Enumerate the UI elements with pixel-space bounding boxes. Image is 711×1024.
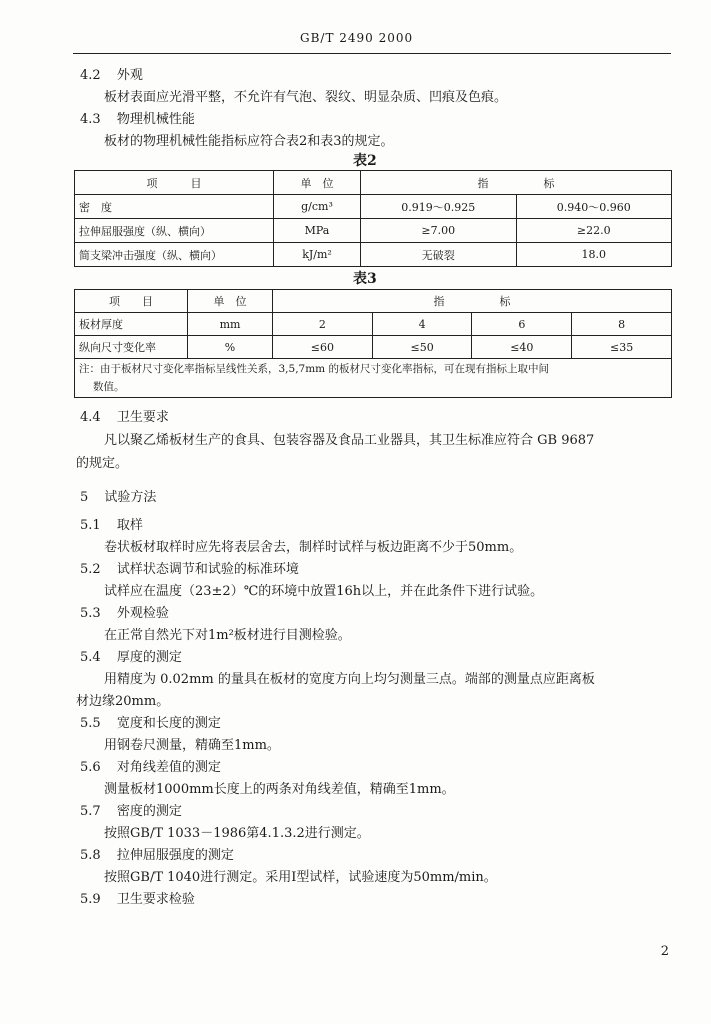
- table-cell: MPa: [274, 219, 361, 243]
- section-4-2-text: 板材表面应光滑平整，不允许有气泡、裂纹、明显杂质、凹痕及色痕。: [104, 90, 508, 105]
- table-2-caption: 表2: [353, 153, 377, 169]
- table-3: [74, 289, 672, 398]
- section-number: 5.1: [80, 518, 101, 533]
- table-cell: ≤40: [472, 336, 572, 359]
- section-4-4-heading: [80, 406, 169, 425]
- section-title: 外观: [116, 68, 143, 83]
- table-row: [75, 219, 672, 243]
- table-header-cell: 指 标: [361, 171, 672, 195]
- section-number: 5.2: [80, 562, 101, 577]
- section-number: 4.4: [80, 410, 101, 425]
- table-cell: g/cm³: [274, 195, 361, 219]
- section-5-1-heading: [80, 514, 143, 533]
- section-title: 试验方法: [104, 490, 157, 505]
- header-rule: [73, 53, 671, 54]
- table-header-cell: 单 位: [274, 171, 361, 195]
- section-5-9-heading: [80, 888, 195, 907]
- table-note-line: 注：由于板材尺寸变化率指标呈线性关系，3,5,7mm 的板材尺寸变化率指标，可在现有指标上取中间: [79, 363, 549, 375]
- section-title: 厚度的测定: [116, 650, 182, 665]
- section-title: 取样: [116, 518, 143, 533]
- table-cell: ≤50: [372, 336, 472, 359]
- table-cell: 0.919～0.925: [361, 195, 517, 219]
- section-5-1-text: 卷状板材取样时应先将表层舍去，制样时试样与板边距离不少于50mm。: [104, 540, 523, 555]
- table-2: [74, 170, 672, 267]
- section-number: 5.5: [80, 716, 101, 731]
- section-4-3-heading: [80, 108, 195, 127]
- table-cell: 密 度: [75, 195, 274, 219]
- section-number: 5.6: [80, 760, 101, 775]
- table-note: [75, 359, 672, 398]
- section-number: 5.4: [80, 650, 101, 665]
- table-header-cell: 项 目: [75, 171, 274, 195]
- section-title: 宽度和长度的测定: [116, 716, 221, 731]
- section-title: 试样状态调节和试验的标准环境: [116, 562, 299, 577]
- section-4-3-text: 板材的物理机械性能指标应符合表2和表3的规定。: [104, 134, 394, 149]
- table-cell: 纵向尺寸变化率: [75, 336, 188, 359]
- table-row: [75, 336, 672, 359]
- section-title: 卫生要求检验: [116, 892, 195, 907]
- section-5-4-text-cont: 材边缘20mm。: [76, 694, 170, 709]
- section-5-3-heading: [80, 602, 169, 621]
- table-cell: 拉伸屈服强度（纵、横向）: [75, 219, 274, 243]
- table-cell: 2: [273, 313, 373, 336]
- table-cell: mm: [188, 313, 273, 336]
- table-cell: 无破裂: [361, 243, 517, 267]
- table-header-cell: 项 目: [75, 290, 188, 313]
- section-5-2-heading: [80, 558, 299, 577]
- table-cell: ≥22.0: [516, 219, 672, 243]
- table-note-row: [75, 359, 672, 398]
- section-4-2-heading: [80, 64, 143, 83]
- section-title: 外观检验: [116, 606, 169, 621]
- table-row: [75, 243, 672, 267]
- section-4-4-text: 凡以聚乙烯板材生产的食具、包装容器及食品工业器具，其卫生标准应符合 GB 9687: [104, 433, 595, 448]
- page-number: 2: [660, 944, 669, 959]
- section-title: 拉伸屈服强度的测定: [116, 848, 234, 863]
- section-number: 4.3: [80, 112, 101, 127]
- table-3-caption: 表3: [353, 271, 377, 287]
- table-cell: 4: [372, 313, 472, 336]
- section-5-7-heading: [80, 800, 182, 819]
- table-row: [75, 171, 672, 195]
- table-cell: 18.0: [516, 243, 672, 267]
- table-cell: ≤35: [572, 336, 672, 359]
- section-number: 5: [80, 490, 89, 505]
- section-5-6-heading: [80, 756, 221, 775]
- section-5-6-text: 测量板材1000mm长度上的两条对角线差值，精确至1mm。: [104, 782, 455, 797]
- section-5-2-text: 试样应在温度（23±2）℃的环境中放置16h以上，并在此条件下进行试验。: [104, 584, 544, 599]
- section-number: 5.9: [80, 892, 101, 907]
- table-row: [75, 313, 672, 336]
- section-5-4-heading: [80, 646, 182, 665]
- table-cell: 简支梁冲击强度（纵、横向）: [75, 243, 274, 267]
- table-cell: 8: [572, 313, 672, 336]
- table-header-cell: 指 标: [273, 290, 672, 313]
- table-cell: 6: [472, 313, 572, 336]
- table-cell: 板材厚度: [75, 313, 188, 336]
- section-5-8-text: 按照GB/T 1040进行测定。采用I型试样，试验速度为50mm/min。: [104, 870, 497, 885]
- section-5-4-text: 用精度为 0.02mm 的量具在板材的宽度方向上均匀测量三点。端部的测量点应距离板: [104, 672, 595, 687]
- table-cell: kJ/m²: [274, 243, 361, 267]
- table-header-cell: 单 位: [188, 290, 273, 313]
- table-cell: ≤60: [273, 336, 373, 359]
- section-title: 密度的测定: [116, 804, 182, 819]
- section-5-7-text: 按照GB/T 1033－1986第4.1.3.2进行测定。: [104, 826, 370, 841]
- section-5-3-text: 在正常自然光下对1m²板材进行目测检验。: [104, 628, 351, 643]
- section-number: 5.3: [80, 606, 101, 621]
- section-5-heading: [80, 486, 156, 505]
- table-cell: ≥7.00: [361, 219, 517, 243]
- table-cell: %: [188, 336, 273, 359]
- section-5-5-text: 用钢卷尺测量，精确至1mm。: [104, 738, 280, 753]
- section-title: 卫生要求: [116, 410, 169, 425]
- section-title: 物理机械性能: [116, 112, 195, 127]
- table-row: [75, 195, 672, 219]
- section-number: 5.7: [80, 804, 101, 819]
- table-row: [75, 290, 672, 313]
- section-4-4-text-cont: 的规定。: [76, 456, 129, 471]
- standard-number: GB/T 2490 2000: [300, 31, 414, 45]
- section-number: 4.2: [80, 68, 101, 83]
- section-title: 对角线差值的测定: [116, 760, 221, 775]
- section-5-5-heading: [80, 712, 221, 731]
- table-note-line: 数值。: [93, 381, 125, 393]
- section-number: 5.8: [80, 848, 101, 863]
- section-5-8-heading: [80, 844, 234, 863]
- table-cell: 0.940～0.960: [516, 195, 672, 219]
